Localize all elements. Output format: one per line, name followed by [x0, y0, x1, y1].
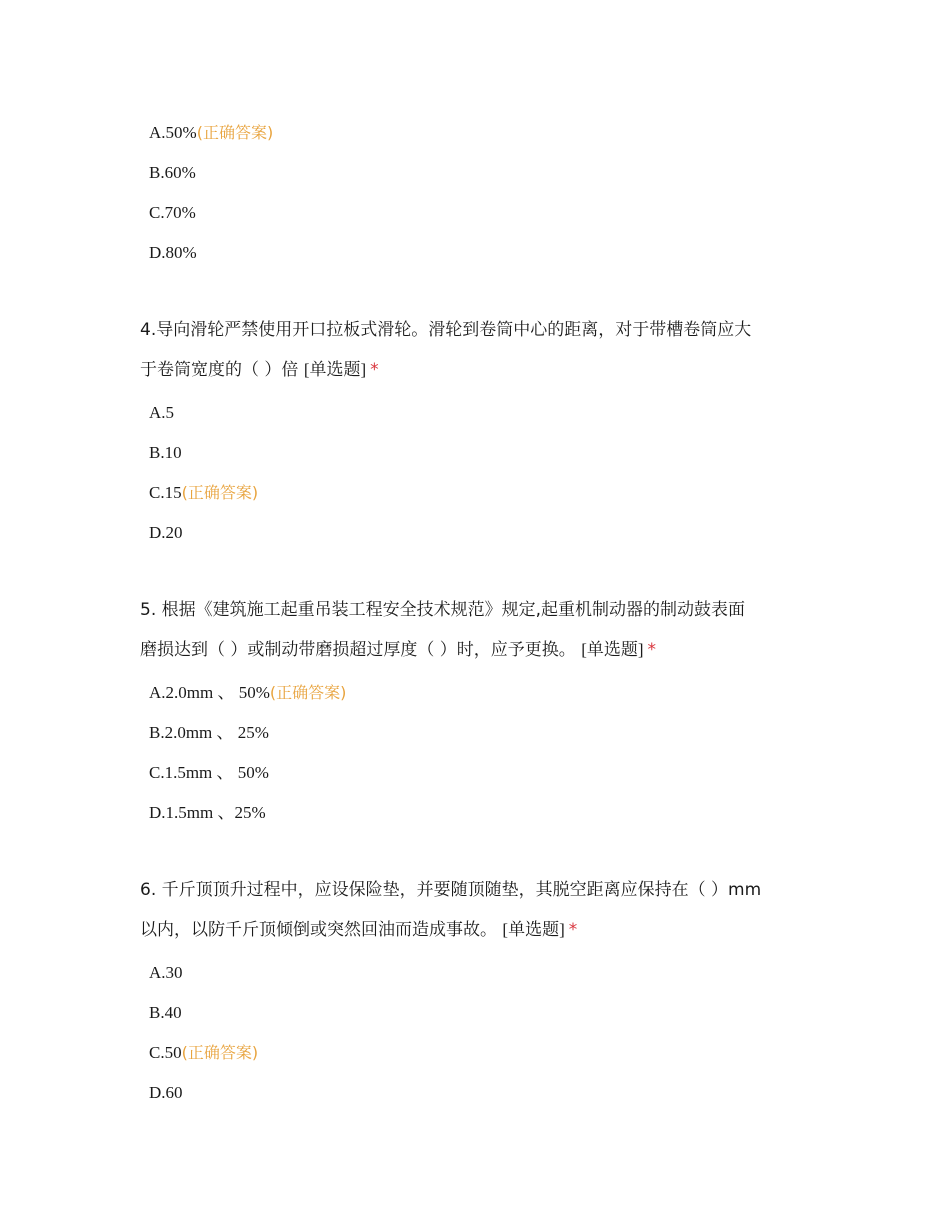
q4-question-text: [140, 310, 820, 390]
question-type-tag: [单选题]: [303, 360, 367, 379]
option-label: A.30: [149, 963, 183, 982]
question-line-1: 6. 千斤顶顶升过程中，应设保险垫，并要随顶随垫，其脱空距离应保持在（ ）mm: [140, 880, 762, 900]
q4-option-c[interactable]: [149, 482, 258, 504]
question-line-2: [140, 630, 820, 670]
q3-option-a[interactable]: [149, 122, 273, 144]
option-label: C.1.5mm 、 50%: [149, 763, 269, 782]
q4-option-b[interactable]: [149, 442, 182, 464]
q5-option-c[interactable]: [149, 762, 269, 784]
q6-option-d[interactable]: [149, 1082, 183, 1104]
correct-answer-marker: (正确答案): [181, 1043, 259, 1062]
question-line-2-text: 以内，以防千斤顶倾倒或突然回油而造成事故。: [140, 920, 497, 940]
q6-option-a[interactable]: [149, 962, 183, 984]
question-line-1: 5. 根据《建筑施工起重吊装工程安全技术规范》规定,起重机制动器的制动鼓表面: [140, 600, 746, 620]
q6-option-c[interactable]: [149, 1042, 258, 1064]
question-line-2-text: 于卷筒宽度的（ ）倍: [140, 360, 299, 380]
option-label: A.2.0mm 、 50%: [149, 683, 270, 702]
option-label: D.1.5mm 、25%: [149, 803, 266, 822]
option-label: C.50: [149, 1043, 182, 1062]
q4-option-d[interactable]: [149, 522, 183, 544]
correct-answer-marker: (正确答案): [181, 483, 259, 502]
option-label: C.70%: [149, 203, 196, 222]
option-label: B.60%: [149, 163, 196, 182]
question-line-2: [140, 350, 820, 390]
question-line-2-text: 磨损达到（ ）或制动带磨损超过厚度（ ）时，应予更换。: [140, 640, 576, 660]
option-label: B.10: [149, 443, 182, 462]
question-type-tag: [单选题]: [502, 920, 565, 939]
q6-question-text: [140, 870, 820, 950]
option-label: D.20: [149, 523, 183, 542]
q5-option-d[interactable]: [149, 802, 266, 824]
option-label: B.40: [149, 1003, 182, 1022]
required-marker: *: [568, 920, 578, 940]
q3-option-d[interactable]: [149, 242, 197, 264]
correct-answer-marker: (正确答案): [269, 683, 347, 702]
q5-question-text: [140, 590, 820, 670]
required-marker: *: [647, 640, 657, 660]
required-marker: *: [370, 360, 379, 380]
question-line-2: [140, 910, 820, 950]
q3-option-b[interactable]: [149, 162, 196, 184]
q5-option-b[interactable]: [149, 722, 269, 744]
q5-option-a[interactable]: [149, 682, 346, 704]
option-label: C.15: [149, 483, 182, 502]
q6-option-b[interactable]: [149, 1002, 182, 1024]
question-type-tag: [单选题]: [581, 640, 644, 659]
correct-answer-marker: (正确答案): [196, 123, 274, 142]
question-line-1: 4.导向滑轮严禁使用开口拉板式滑轮。滑轮到卷筒中心的距离，对于带槽卷筒应大: [140, 320, 752, 340]
q3-option-c[interactable]: [149, 202, 196, 224]
option-label: D.80%: [149, 243, 197, 262]
option-label: B.2.0mm 、 25%: [149, 723, 269, 742]
option-label: A.50%: [149, 123, 197, 142]
option-label: A.5: [149, 403, 175, 422]
q4-option-a[interactable]: [149, 402, 174, 424]
option-label: D.60: [149, 1083, 183, 1102]
